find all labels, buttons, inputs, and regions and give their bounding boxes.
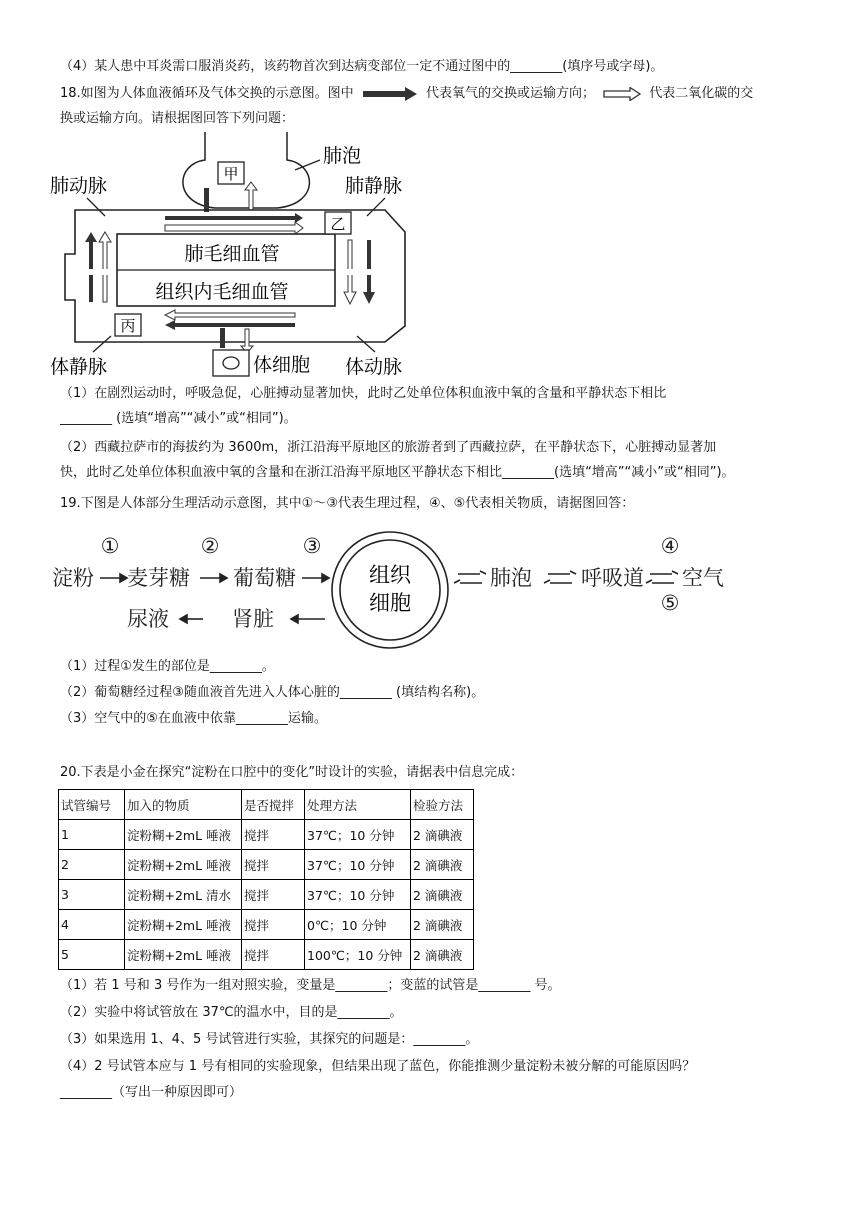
q20-p4b: ________（写出一种原因即可） bbox=[60, 1085, 243, 1100]
body-cell-box bbox=[213, 350, 249, 376]
pulmonary-vein-label: 肺静脉 bbox=[345, 175, 403, 197]
q20-p4a: （4）2 号试管本应与 1 号有相同的实验现象，但结果出现了蓝色，你能推测少量淀粉未被分解的可能原因吗？ bbox=[60, 1059, 696, 1074]
left-co2-up-arrow bbox=[99, 232, 111, 302]
bottom-co2-arrow bbox=[165, 310, 295, 320]
table-cell: 4 bbox=[59, 910, 125, 940]
header-tube-no: 试管编号 bbox=[59, 790, 125, 820]
table-cell: 2 bbox=[59, 850, 125, 880]
circle-num-5: ⑤ bbox=[660, 591, 680, 615]
cell-label: 细胞 bbox=[369, 591, 411, 615]
table-cell: 搅拌 bbox=[242, 910, 305, 940]
co2-up-arrow bbox=[245, 182, 257, 210]
table-row bbox=[59, 910, 474, 940]
lung-capillary-label: 肺毛细血管 bbox=[184, 243, 280, 265]
bing-label: 丙 bbox=[120, 317, 136, 335]
q18-intro-c: 代表二氧化碳的交 bbox=[649, 86, 754, 101]
table-cell: 2 滴碘液 bbox=[411, 820, 474, 850]
q19-p1: （1）过程①发生的部位是________。 bbox=[60, 659, 275, 674]
q18-intro-a: 18.如图为人体血液循环及气体交换的示意图。图中 bbox=[60, 86, 354, 101]
body-cell-label: 体细胞 bbox=[253, 354, 311, 376]
header-substance: 加入的物质 bbox=[125, 790, 242, 820]
table-header-row bbox=[59, 790, 474, 820]
table-row bbox=[59, 820, 474, 850]
maltose-label: 麦芽糖 bbox=[127, 566, 190, 590]
vena-cava-label: 体静脉 bbox=[50, 356, 108, 378]
table-cell: 淀粉糊+2mL 唾液 bbox=[125, 940, 242, 970]
q20-p2: （2）实验中将试管放在 37℃的温水中，目的是________。 bbox=[60, 1005, 403, 1020]
table-cell: 搅拌 bbox=[242, 820, 305, 850]
experiment-table bbox=[58, 789, 474, 970]
table-cell: 淀粉糊+2mL 清水 bbox=[125, 880, 242, 910]
q18-p2b: 快，此时乙处单位体积血液中氧的含量和在浙江沿海平原地区平静状态下相比________(选填“增高”“减小”或“相同”)。 bbox=[60, 465, 735, 480]
alveolus-shape bbox=[183, 152, 310, 208]
top-o2-arrow bbox=[165, 213, 303, 223]
table-cell: 淀粉糊+2mL 唾液 bbox=[125, 850, 242, 880]
tissue-label: 组织 bbox=[369, 563, 411, 587]
table-cell: 100℃；10 分钟 bbox=[305, 940, 411, 970]
table-cell: 5 bbox=[59, 940, 125, 970]
pulmonary-artery-label: 肺动脉 bbox=[50, 175, 108, 197]
circulation-diagram bbox=[45, 132, 435, 380]
tissue-capillary-label: 组织内毛细血管 bbox=[155, 281, 289, 303]
air-label: 空气 bbox=[682, 566, 724, 590]
header-stir: 是否搅拌 bbox=[242, 790, 305, 820]
circle-num-4: ④ bbox=[660, 534, 680, 558]
q18-p1b: ________ (选填“增高”“减小”或“相同”)。 bbox=[60, 411, 297, 426]
q17-part4: （4）某人患中耳炎需口服消炎药，该药物首次到达病变部位一定不通过图中的________(填序号或字母)。 bbox=[60, 59, 664, 74]
q20-p1: （1）若 1 号和 3 号作为一组对照实验，变量是________；变蓝的试管是________ 号。 bbox=[60, 978, 561, 993]
urine-label: 尿液 bbox=[127, 607, 169, 631]
aorta-label: 体动脉 bbox=[345, 356, 403, 378]
q20-intro: 20.下表是小金在探究“淀粉在口腔中的变化”时设计的实验，请据表中信息完成： bbox=[60, 765, 524, 780]
header-treatment: 处理方法 bbox=[305, 790, 411, 820]
table-row bbox=[59, 880, 474, 910]
oxygen-arrow-icon bbox=[361, 87, 419, 101]
table-cell: 搅拌 bbox=[242, 880, 305, 910]
q19-p2: （2）葡萄糖经过程③随血液首先进入人体心脏的________ (填结构名称)。 bbox=[60, 685, 485, 700]
table-cell: 2 滴碘液 bbox=[411, 880, 474, 910]
o2-up-into-capillary bbox=[204, 188, 209, 212]
co2-arrow-icon bbox=[602, 87, 642, 101]
alveolus2-label: 肺泡 bbox=[490, 566, 532, 590]
circle-num-1: ① bbox=[100, 534, 120, 558]
circle-num-2: ② bbox=[200, 534, 220, 558]
tissue-cell-inner-circle bbox=[340, 540, 440, 640]
table-cell: 淀粉糊+2mL 唾液 bbox=[125, 820, 242, 850]
table-cell: 37℃；10 分钟 bbox=[305, 850, 411, 880]
jia-label: 甲 bbox=[223, 165, 239, 183]
q18-p2a: （2）西藏拉萨市的海拔约为 3600m，浙江沿海平原地区的旅游者到了西藏拉萨，在平静状态下，心脏搏动显著加 bbox=[60, 440, 717, 455]
table-cell: 2 滴碘液 bbox=[411, 850, 474, 880]
starch-label: 淀粉 bbox=[52, 566, 94, 590]
table-cell: 2 滴碘液 bbox=[411, 940, 474, 970]
q20-p3: （3）如果选用 1、4、5 号试管进行实验，其探究的问题是：________。 bbox=[60, 1032, 479, 1047]
physiology-diagram bbox=[50, 528, 750, 673]
q19-p3: （3）空气中的⑤在血液中依靠________运输。 bbox=[60, 711, 327, 726]
table-cell: 0℃；10 分钟 bbox=[305, 910, 411, 940]
glucose-label: 葡萄糖 bbox=[233, 566, 296, 590]
table-cell: 3 bbox=[59, 880, 125, 910]
q18-intro-line1 bbox=[60, 84, 753, 104]
bottom-o2-arrow bbox=[165, 320, 295, 330]
top-co2-arrow bbox=[165, 222, 303, 234]
table-cell: 淀粉糊+2mL 唾液 bbox=[125, 910, 242, 940]
table-cell: 2 滴碘液 bbox=[411, 910, 474, 940]
airway-label: 呼吸道 bbox=[581, 566, 644, 590]
table-cell: 1 bbox=[59, 820, 125, 850]
left-o2-up-arrow bbox=[85, 232, 97, 302]
q18-intro-b: 代表氧气的交换或运输方向； bbox=[425, 86, 595, 101]
table-cell: 37℃；10 分钟 bbox=[305, 880, 411, 910]
header-test: 检验方法 bbox=[411, 790, 474, 820]
q18-intro-d: 换或运输方向。请根据图回答下列问题： bbox=[60, 111, 295, 126]
alveolus-label: 肺泡 bbox=[323, 145, 362, 167]
table-cell: 搅拌 bbox=[242, 850, 305, 880]
circle-num-3: ③ bbox=[302, 534, 322, 558]
q19-intro: 19.下图是人体部分生理活动示意图，其中①～③代表生理过程，④、⑤代表相关物质，请据图回答： bbox=[60, 496, 635, 511]
table-cell: 搅拌 bbox=[242, 940, 305, 970]
kidney-label: 肾脏 bbox=[232, 607, 274, 631]
table-row bbox=[59, 850, 474, 880]
tissue-cell-outer-circle bbox=[332, 532, 448, 648]
q18-p1a: （1）在剧烈运动时，呼吸急促，心脏搏动显著加快，此时乙处单位体积血液中氧的含量和平静状态下相比 bbox=[60, 386, 667, 401]
yi-label: 乙 bbox=[330, 215, 346, 233]
table-row bbox=[59, 940, 474, 970]
table-cell: 37℃；10 分钟 bbox=[305, 820, 411, 850]
